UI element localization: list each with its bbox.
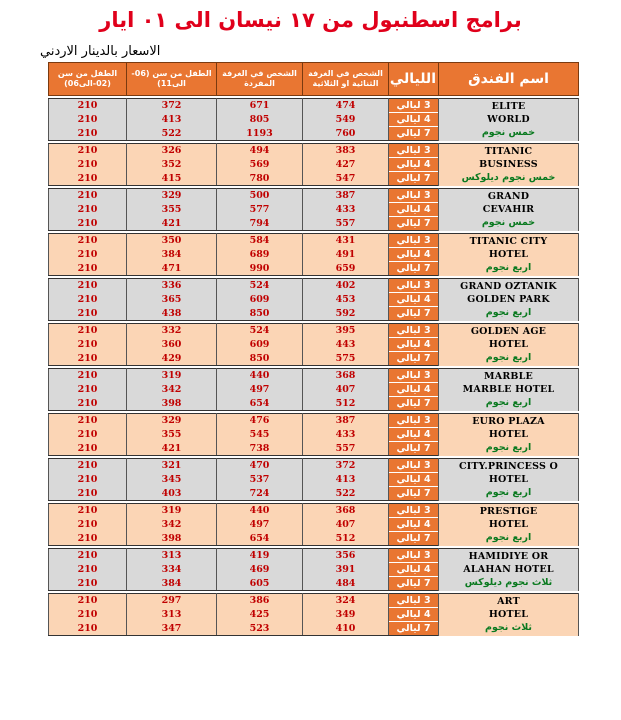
price-child-6-11: 522 (127, 127, 217, 141)
price-single: 524 (217, 324, 303, 338)
price-child-6-11: 342 (127, 383, 217, 397)
price-child-2-6: 210 (49, 158, 127, 172)
price-single: 605 (217, 577, 303, 591)
price-double: 368 (303, 369, 389, 383)
price-child-2-6: 210 (49, 127, 127, 141)
price-child-6-11: 471 (127, 262, 217, 276)
price-double: 356 (303, 549, 389, 563)
price-double: 413 (303, 473, 389, 487)
table-row (49, 504, 579, 518)
hotel-cell (439, 414, 579, 456)
table-row (49, 279, 579, 293)
hotel-stars: اربع نجوم (485, 307, 532, 319)
price-child-2-6: 210 (49, 172, 127, 186)
hotel-name: TITANIC BUSINESS (479, 146, 538, 171)
price-double: 395 (303, 324, 389, 338)
price-child-2-6: 210 (49, 428, 127, 442)
price-double: 453 (303, 293, 389, 307)
price-child-2-6: 210 (49, 338, 127, 352)
price-child-2-6: 210 (49, 549, 127, 563)
hotel-cell (439, 504, 579, 546)
table-row (49, 594, 579, 608)
price-child-2-6: 210 (49, 414, 127, 428)
table-row (49, 459, 579, 473)
nights-cell: 4 ليالي (389, 563, 439, 577)
price-single: 440 (217, 369, 303, 383)
price-single: 654 (217, 397, 303, 411)
price-double: 659 (303, 262, 389, 276)
header-single-room: الشخص في الغرفة المفردة (217, 63, 303, 96)
hotel-stars: اربع نجوم (485, 487, 532, 499)
nights-cell: 7 ليالي (389, 217, 439, 231)
price-child-2-6: 210 (49, 473, 127, 487)
table-row (49, 549, 579, 563)
price-single: 584 (217, 234, 303, 248)
table-row (49, 414, 579, 428)
price-single: 497 (217, 383, 303, 397)
price-single: 425 (217, 608, 303, 622)
nights-cell: 7 ليالي (389, 127, 439, 141)
price-child-6-11: 321 (127, 459, 217, 473)
price-child-2-6: 210 (49, 248, 127, 262)
price-child-6-11: 352 (127, 158, 217, 172)
price-child-6-11: 313 (127, 608, 217, 622)
price-double: 557 (303, 442, 389, 456)
nights-cell: 3 ليالي (389, 459, 439, 473)
price-double: 512 (303, 397, 389, 411)
price-child-6-11: 350 (127, 234, 217, 248)
price-child-6-11: 365 (127, 293, 217, 307)
price-double: 383 (303, 144, 389, 158)
price-child-2-6: 210 (49, 113, 127, 127)
price-single: 545 (217, 428, 303, 442)
hotel-cell (439, 549, 579, 591)
price-double: 433 (303, 203, 389, 217)
nights-cell: 4 ليالي (389, 158, 439, 172)
price-single: 419 (217, 549, 303, 563)
price-child-2-6: 210 (49, 622, 127, 636)
price-child-2-6: 210 (49, 594, 127, 608)
nights-cell: 3 ليالي (389, 324, 439, 338)
table-row (49, 234, 579, 248)
hotel-name: ELITE WORLD (487, 101, 530, 126)
nights-cell: 3 ليالي (389, 234, 439, 248)
nights-cell: 4 ليالي (389, 473, 439, 487)
hotel-name: MARBLE MARBLE HOTEL (462, 371, 555, 396)
price-child-6-11: 438 (127, 307, 217, 321)
price-child-2-6: 210 (49, 532, 127, 546)
hotel-cell (439, 594, 579, 636)
header-double-room: الشخص في الغرفة الثنائية او الثلاثية (303, 63, 389, 96)
price-single: 671 (217, 99, 303, 113)
price-child-2-6: 210 (49, 518, 127, 532)
price-child-6-11: 319 (127, 369, 217, 383)
price-double: 431 (303, 234, 389, 248)
header-nights: الليالي (389, 63, 439, 96)
price-child-2-6: 210 (49, 234, 127, 248)
nights-cell: 3 ليالي (389, 549, 439, 563)
price-child-6-11: 360 (127, 338, 217, 352)
hotel-stars: اربع نجوم (485, 532, 532, 544)
price-single: 609 (217, 293, 303, 307)
price-double: 410 (303, 622, 389, 636)
hotel-stars: اربع نجوم (485, 442, 532, 454)
price-child-6-11: 429 (127, 352, 217, 366)
price-child-6-11: 421 (127, 217, 217, 231)
price-child-6-11: 319 (127, 504, 217, 518)
hotel-stars: خمس نجوم (481, 127, 536, 139)
price-double: 512 (303, 532, 389, 546)
hotel-cell (439, 234, 579, 276)
nights-cell: 4 ليالي (389, 203, 439, 217)
hotel-name: TITANIC CITY HOTEL (469, 236, 548, 261)
nights-cell: 3 ليالي (389, 594, 439, 608)
price-double: 474 (303, 99, 389, 113)
price-child-6-11: 334 (127, 563, 217, 577)
price-single: 780 (217, 172, 303, 186)
price-single: 470 (217, 459, 303, 473)
price-child-2-6: 210 (49, 352, 127, 366)
nights-cell: 7 ليالي (389, 172, 439, 186)
nights-cell: 3 ليالي (389, 99, 439, 113)
price-single: 724 (217, 487, 303, 501)
hotel-stars: ثلاث نجوم ديلوكس (464, 577, 553, 589)
table-row (49, 369, 579, 383)
price-child-6-11: 345 (127, 473, 217, 487)
price-double: 427 (303, 158, 389, 172)
price-child-2-6: 210 (49, 262, 127, 276)
price-child-6-11: 384 (127, 577, 217, 591)
nights-cell: 3 ليالي (389, 189, 439, 203)
price-double: 402 (303, 279, 389, 293)
price-double: 547 (303, 172, 389, 186)
price-child-6-11: 413 (127, 113, 217, 127)
table-row (49, 99, 579, 113)
hotel-name: HAMIDIYE OR ALAHAN HOTEL (463, 551, 554, 576)
price-double: 522 (303, 487, 389, 501)
hotel-name: CITY.PRINCESS O HOTEL (458, 461, 558, 486)
hotel-cell (439, 99, 579, 141)
price-double: 549 (303, 113, 389, 127)
hotel-cell (439, 189, 579, 231)
price-child-2-6: 210 (49, 293, 127, 307)
price-single: 1193 (217, 127, 303, 141)
price-child-6-11: 398 (127, 397, 217, 411)
price-double: 592 (303, 307, 389, 321)
nights-cell: 3 ليالي (389, 414, 439, 428)
price-single: 609 (217, 338, 303, 352)
price-double: 443 (303, 338, 389, 352)
header-hotel-name: اسم الفندق (439, 63, 579, 96)
price-child-6-11: 384 (127, 248, 217, 262)
nights-cell: 7 ليالي (389, 307, 439, 321)
nights-cell: 4 ليالي (389, 338, 439, 352)
price-child-2-6: 210 (49, 324, 127, 338)
hotel-stars: اربع نجوم (485, 352, 532, 364)
price-single: 500 (217, 189, 303, 203)
nights-cell: 3 ليالي (389, 144, 439, 158)
price-child-6-11: 403 (127, 487, 217, 501)
price-single: 577 (217, 203, 303, 217)
nights-cell: 4 ليالي (389, 428, 439, 442)
price-single: 469 (217, 563, 303, 577)
price-single: 537 (217, 473, 303, 487)
price-single: 569 (217, 158, 303, 172)
price-table-body (49, 96, 579, 636)
price-double: 372 (303, 459, 389, 473)
price-double: 407 (303, 518, 389, 532)
hotel-cell (439, 144, 579, 186)
price-child-2-6: 210 (49, 369, 127, 383)
price-child-2-6: 210 (49, 383, 127, 397)
price-single: 523 (217, 622, 303, 636)
header-child-6-11: الطفل من سن (06-الى11) (127, 63, 217, 96)
hotel-name: GRAND OZTANIK GOLDEN PARK (460, 281, 557, 306)
price-child-2-6: 210 (49, 577, 127, 591)
price-child-6-11: 336 (127, 279, 217, 293)
hotel-name: EURO PLAZA HOTEL (472, 416, 545, 441)
price-child-6-11: 342 (127, 518, 217, 532)
hotel-name: PRESTIGE HOTEL (479, 506, 538, 531)
hotel-stars: خمس نجوم ديلوكس (461, 172, 556, 184)
price-double: 491 (303, 248, 389, 262)
hotel-stars: اربع نجوم (485, 397, 532, 409)
price-single: 850 (217, 307, 303, 321)
price-child-2-6: 210 (49, 459, 127, 473)
price-child-6-11: 313 (127, 549, 217, 563)
nights-cell: 7 ليالي (389, 487, 439, 501)
price-child-2-6: 210 (49, 217, 127, 231)
hotel-cell (439, 279, 579, 321)
nights-cell: 7 ليالي (389, 622, 439, 636)
price-double: 484 (303, 577, 389, 591)
price-child-2-6: 210 (49, 189, 127, 203)
nights-cell: 4 ليالي (389, 293, 439, 307)
hotel-name: GRAND CEVAHIR (482, 191, 535, 216)
currency-note: الاسعار بالدينار الاردني (40, 44, 161, 59)
price-single: 654 (217, 532, 303, 546)
price-child-2-6: 210 (49, 608, 127, 622)
price-double: 407 (303, 383, 389, 397)
price-child-6-11: 329 (127, 414, 217, 428)
hotel-cell (439, 369, 579, 411)
price-single: 990 (217, 262, 303, 276)
price-single: 805 (217, 113, 303, 127)
nights-cell: 7 ليالي (389, 532, 439, 546)
price-double: 324 (303, 594, 389, 608)
price-double: 433 (303, 428, 389, 442)
hotel-stars: خمس نجوم (481, 217, 536, 229)
nights-cell: 4 ليالي (389, 248, 439, 262)
price-single: 494 (217, 144, 303, 158)
table-row (49, 189, 579, 203)
price-double: 391 (303, 563, 389, 577)
price-child-2-6: 210 (49, 563, 127, 577)
price-child-6-11: 347 (127, 622, 217, 636)
nights-cell: 4 ليالي (389, 383, 439, 397)
price-single: 440 (217, 504, 303, 518)
hotel-cell (439, 324, 579, 366)
hotel-name: ART HOTEL (488, 596, 529, 621)
header-row (49, 63, 579, 96)
price-child-6-11: 297 (127, 594, 217, 608)
price-single: 689 (217, 248, 303, 262)
nights-cell: 7 ليالي (389, 442, 439, 456)
price-child-6-11: 326 (127, 144, 217, 158)
nights-cell: 7 ليالي (389, 352, 439, 366)
hotel-name: GOLDEN AGE HOTEL (470, 326, 547, 351)
price-child-2-6: 210 (49, 397, 127, 411)
nights-cell: 4 ليالي (389, 608, 439, 622)
price-double: 387 (303, 414, 389, 428)
price-child-6-11: 355 (127, 203, 217, 217)
price-child-6-11: 398 (127, 532, 217, 546)
price-child-2-6: 210 (49, 487, 127, 501)
price-double: 387 (303, 189, 389, 203)
price-child-2-6: 210 (49, 504, 127, 518)
table-row (49, 324, 579, 338)
price-child-2-6: 210 (49, 203, 127, 217)
price-single: 850 (217, 352, 303, 366)
price-child-6-11: 421 (127, 442, 217, 456)
price-child-6-11: 355 (127, 428, 217, 442)
page-title: برامج اسطنبول من ١٧ نيسان الى ٠١ ايار (99, 8, 522, 32)
price-child-2-6: 210 (49, 307, 127, 321)
price-child-6-11: 332 (127, 324, 217, 338)
price-double: 557 (303, 217, 389, 231)
nights-cell: 3 ليالي (389, 369, 439, 383)
hotel-cell (439, 459, 579, 501)
price-single: 476 (217, 414, 303, 428)
price-child-2-6: 210 (49, 99, 127, 113)
price-double: 575 (303, 352, 389, 366)
hotel-stars: ثلاث نجوم (485, 622, 532, 634)
price-double: 368 (303, 504, 389, 518)
price-child-6-11: 372 (127, 99, 217, 113)
price-single: 497 (217, 518, 303, 532)
nights-cell: 3 ليالي (389, 504, 439, 518)
hotel-stars: اربع نجوم (485, 262, 532, 274)
price-single: 794 (217, 217, 303, 231)
table-row (49, 144, 579, 158)
price-child-2-6: 210 (49, 144, 127, 158)
header-child-2-6: الطفل من سن (02-الى06) (49, 63, 127, 96)
nights-cell: 7 ليالي (389, 262, 439, 276)
nights-cell: 3 ليالي (389, 279, 439, 293)
price-child-6-11: 329 (127, 189, 217, 203)
price-table (48, 62, 579, 636)
price-child-6-11: 415 (127, 172, 217, 186)
nights-cell: 4 ليالي (389, 113, 439, 127)
nights-cell: 4 ليالي (389, 518, 439, 532)
price-child-2-6: 210 (49, 442, 127, 456)
nights-cell: 7 ليالي (389, 397, 439, 411)
price-double: 349 (303, 608, 389, 622)
price-single: 738 (217, 442, 303, 456)
nights-cell: 7 ليالي (389, 577, 439, 591)
price-double: 760 (303, 127, 389, 141)
price-child-2-6: 210 (49, 279, 127, 293)
price-single: 386 (217, 594, 303, 608)
price-single: 524 (217, 279, 303, 293)
